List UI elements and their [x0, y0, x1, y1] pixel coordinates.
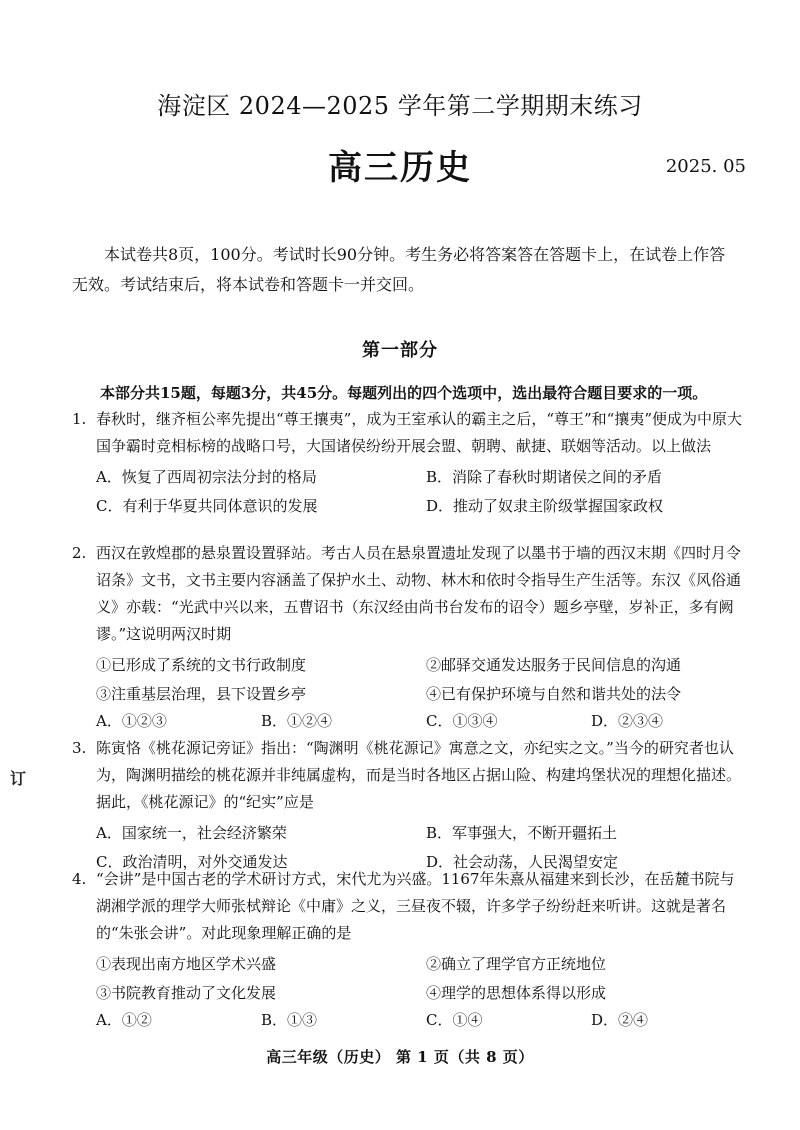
statement-1: ①表现出南方地区学术兴盛: [96, 955, 277, 973]
section-intro: 本部分共15题，每题3分，共45分。每题列出的四个选项中，选出最符合题目要求的一项。: [100, 384, 708, 402]
question-2: [72, 540, 742, 735]
option-a: A．国家统一，社会经济繁荣: [96, 824, 287, 842]
question-stem: [72, 540, 742, 648]
page-footer: 高三年级（历史） 第 1 页（共 8 页）: [266, 1048, 534, 1066]
statement-4: ④理学的思想体系得以形成: [426, 984, 607, 1002]
option-a: A．①②: [96, 1011, 152, 1029]
option-d: D．②④: [591, 1011, 649, 1029]
statement-3: ③注重基层治理，县下设置乡亭: [96, 685, 307, 703]
option-c: C．政治清明，对外交通发达: [96, 853, 288, 871]
option-b: B．消除了春秋时期诸侯之间的矛盾: [426, 468, 663, 486]
option-c: C．①④: [426, 1011, 483, 1029]
option-c: C．有利于华夏共同体意识的发展: [96, 497, 318, 515]
subject-title: 高三历史: [328, 148, 472, 188]
option-a: A．恢复了西周初宗法分封的格局: [96, 468, 317, 486]
statement-list: [72, 951, 742, 1007]
statement-2: ②确立了理学官方正统地位: [426, 955, 607, 973]
binding-margin-mark: 订: [10, 769, 27, 788]
question-text: 春秋时，继齐桓公率先提出“尊王攘夷”，成为王室承认的霸主之后，“尊王”和“攘夷”便成为中原大国争霸时竞相标榜的战略口号，大国诸侯纷纷开展会盟、朝聘、献捷、联姻等活动。以上做法: [96, 410, 743, 455]
option-b: B．军事强大，不断开疆拓土: [426, 824, 618, 842]
option-list: [72, 708, 742, 735]
section-title: 第一部分: [362, 340, 438, 361]
question-stem: [72, 735, 742, 816]
question-text: 陈寅恪《桃花源记旁证》指出：“陶渊明《桃花源记》寓意之文，亦纪实之文。”当今的研究者也认为，陶渊明描绘的桃花源并非纯属虚构，而是当时各地区占据山险、构建坞堡状况的理想化描述。据此，《桃花源记》的“纪实”应是: [96, 739, 742, 811]
question-3: [72, 735, 742, 876]
option-list: [72, 1007, 742, 1034]
question-text: “会讲”是中国古老的学术研讨方式，宋代尤为兴盛。1167年朱熹从福建来到长沙，在岳麓书院与湖湘学派的理学大师张栻辩论《中庸》之义，三昼夜不辍，许多学子纷纷赶来听讲。这就是著名的“朱张会讲”。对此现象理解正确的是: [96, 870, 735, 942]
question-number: 1.: [72, 410, 87, 428]
question-number: 3.: [72, 739, 87, 757]
option-d: D．社会动荡，人民渴望安定: [426, 853, 619, 871]
option-d: D．②③④: [591, 712, 664, 730]
question-1: [72, 406, 742, 520]
option-d: D．推动了奴隶主阶级掌握国家政权: [426, 497, 664, 515]
question-4: [72, 866, 742, 1034]
question-number: 4.: [72, 870, 87, 888]
question-stem: [72, 866, 742, 947]
question-text: 西汉在敦煌郡的悬泉置设置驿站。考古人员在悬泉置遗址发现了以墨书于墙的西汉末期《四时月令诏条》文书，文书主要内容涵盖了保护水土、动物、林木和依时令指导生产生活等。东汉《风俗通义》亦载：“光武中兴以来，五曹诏书（东汉经由尚书台发布的诏令）题乡亭壁，岁补正，多有阙谬。”这说明两汉时期: [96, 544, 742, 643]
statement-1: ①已形成了系统的文书行政制度: [96, 656, 307, 674]
exam-date: 2025. 05: [665, 156, 746, 177]
option-b: B．①②④: [261, 712, 333, 730]
statement-3: ③书院教育推动了文化发展: [96, 984, 277, 1002]
exam-instructions: 本试卷共8页，100分。考试时长90分钟。考生务必将答案答在答题卡上，在试卷上作答无效。考试结束后，将本试卷和答题卡一并交回。: [72, 245, 726, 294]
option-list: [72, 464, 742, 520]
option-a: A．①②③: [96, 712, 167, 730]
question-number: 2.: [72, 544, 87, 562]
statement-4: ④已有保护环境与自然和谐共处的法令: [426, 685, 682, 703]
statement-2: ②邮驿交通发达服务于民间信息的沟通: [426, 656, 682, 674]
exam-title: 海淀区 2024—2025 学年第二学期期末练习: [157, 92, 643, 120]
question-stem: [72, 406, 742, 460]
option-c: C．①③④: [426, 712, 498, 730]
statement-list: [72, 652, 742, 708]
option-b: B．①③: [261, 1011, 318, 1029]
